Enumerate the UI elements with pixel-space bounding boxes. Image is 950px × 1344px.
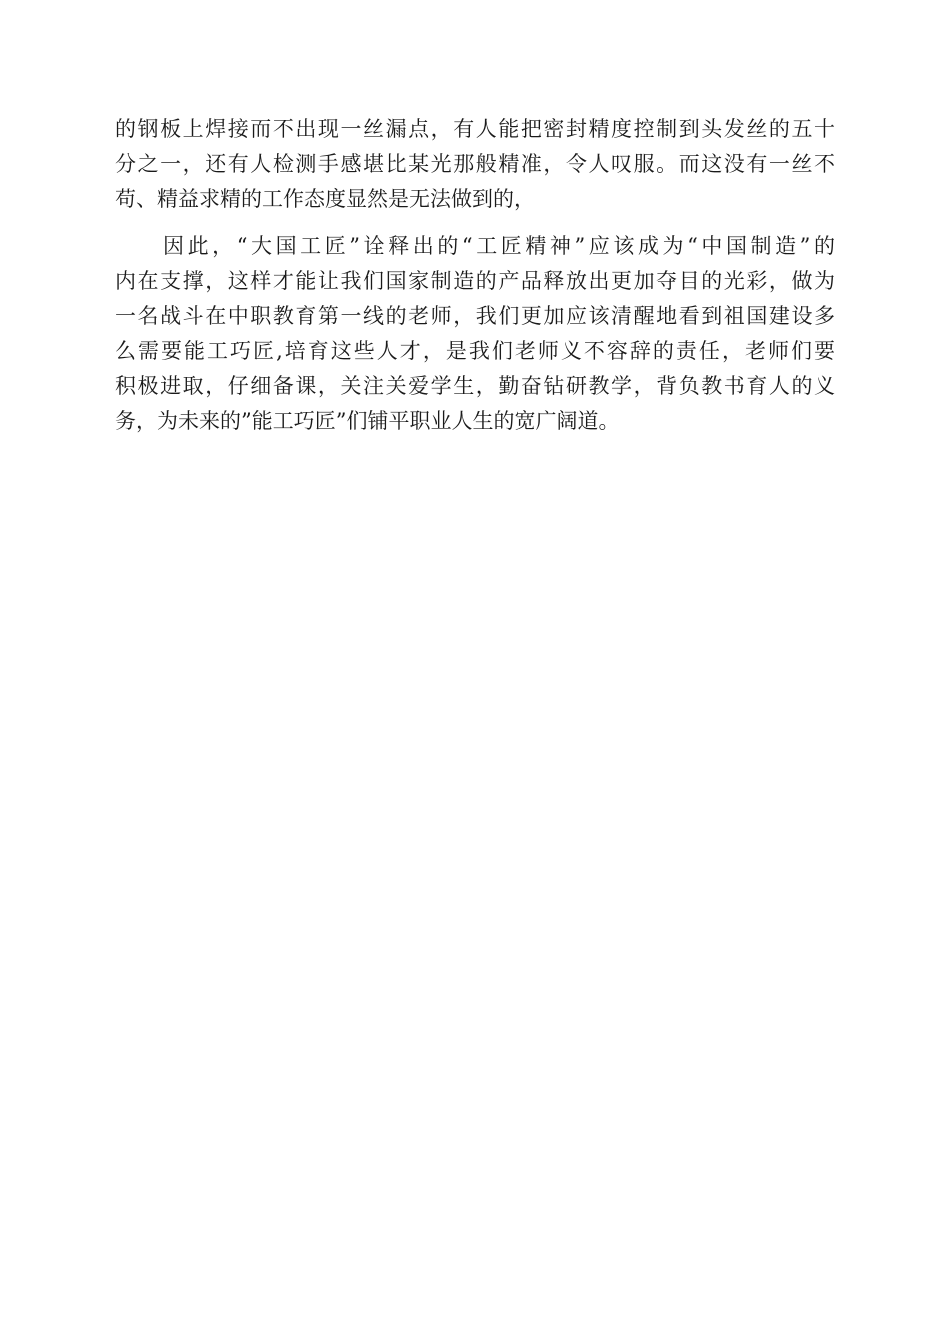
paragraph-line: 分之一，还有人检测手感堪比某光那般精准，令人叹服。而这没有一丝不 [115, 152, 835, 176]
paragraph-line: 苟、精益求精的工作态度显然是无法做到的， [115, 187, 535, 211]
paragraph-spacer [115, 217, 835, 229]
document-body [115, 112, 835, 439]
paragraph-line: 积极进取，仔细备课，关注关爱学生，勤奋钻研教学，背负教书育人的义 [115, 374, 835, 398]
paragraph-line: 因此，“大国工匠”诠释出的“工匠精神”应该成为“中国制造”的 [163, 234, 835, 258]
paragraph-line: 的钢板上焊接而不出现一丝漏点，有人能把密封精度控制到头发丝的五十 [115, 117, 835, 141]
paragraph-line: 么需要能工巧匠,培育这些人才，是我们老师义不容辞的责任，老师们要 [115, 339, 835, 363]
paragraph-2 [115, 229, 835, 439]
paragraph-line: 内在支撑，这样才能让我们国家制造的产品释放出更加夺目的光彩，做为 [115, 269, 835, 293]
paragraph-line: 一名战斗在中职教育第一线的老师，我们更加应该清醒地看到祖国建设多 [115, 304, 835, 328]
paragraph-1 [115, 112, 835, 217]
paragraph-line: 务，为未来的”能工巧匠”们铺平职业人生的宽广阔道。 [115, 409, 620, 433]
